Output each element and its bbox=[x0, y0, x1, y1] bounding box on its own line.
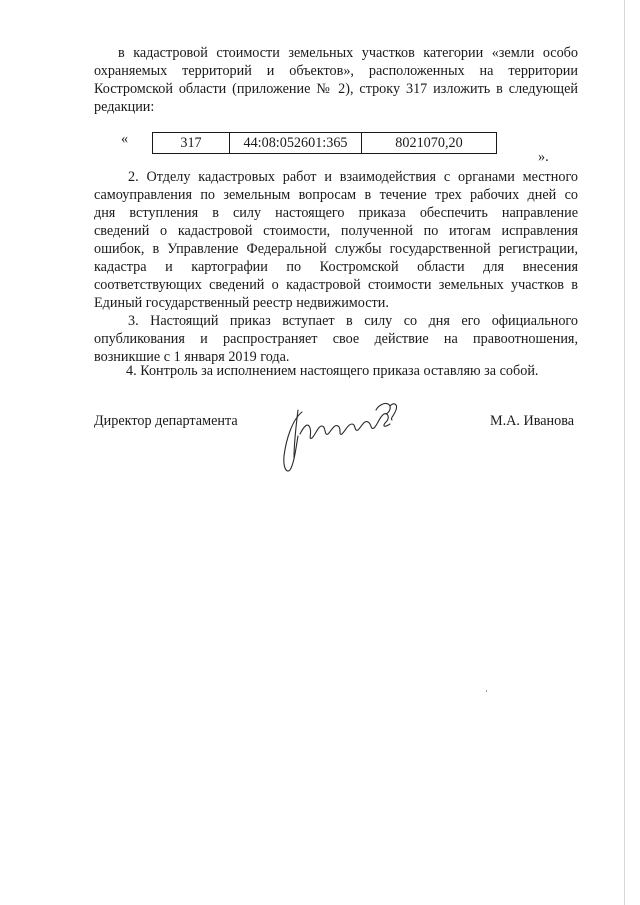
table-row bbox=[153, 133, 497, 154]
para3-line-3: возникшие с 1 января 2019 года. bbox=[94, 349, 290, 365]
intro-line-2: охраняемых территорий и объектов», расположенных на территории bbox=[94, 63, 578, 79]
scan-speck bbox=[486, 690, 487, 692]
intro-line-3: Костромской области (приложение № 2), строку 317 изложить в следующей bbox=[94, 81, 578, 97]
cadastral-table bbox=[152, 132, 497, 154]
para2-line-4: сведений о кадастровой стоимости, полученной по итогам исправления bbox=[94, 223, 578, 239]
para2-line-8: Единый государственный реестр недвижимости. bbox=[94, 295, 389, 311]
scan-edge-line bbox=[624, 0, 625, 905]
row-number-cell: 317 bbox=[153, 133, 230, 154]
quote-close-mark: ». bbox=[538, 149, 549, 165]
para2-line-6: кадастра и картографии по Костромской области для внесения bbox=[94, 259, 578, 275]
para2-line-1: 2. Отделу кадастровых работ и взаимодействия с органами местного bbox=[128, 169, 578, 185]
intro-line-1: в кадастровой стоимости земельных участков категории «земли особо bbox=[118, 45, 578, 61]
para2-line-2: самоуправления по земельным вопросам в течение трех рабочих дней со bbox=[94, 187, 578, 203]
intro-line-4: редакции: bbox=[94, 99, 155, 115]
cadastral-number-cell: 44:08:052601:365 bbox=[230, 133, 362, 154]
para2-line-7: соответствующих сведений о кадастровой стоимости земельных участков в bbox=[94, 277, 578, 293]
quote-open-mark: « bbox=[121, 131, 129, 147]
para3-line-1: 3. Настоящий приказ вступает в силу со дня его официального bbox=[128, 313, 578, 329]
para4-line-1: 4. Контроль за исполнением настоящего приказа оставляю за собой. bbox=[126, 363, 539, 379]
cadastral-value-cell: 8021070,20 bbox=[362, 133, 497, 154]
para2-line-5: ошибок, в Управление Федеральной службы государственной регистрации, bbox=[94, 241, 578, 257]
signatory-position: Директор департамента bbox=[94, 413, 238, 429]
handwritten-signature bbox=[280, 396, 405, 478]
para3-line-2: опубликования и распространяет свое действие на правоотношения, bbox=[94, 331, 578, 347]
para2-line-3: дня вступления в силу настоящего приказа обеспечить направление bbox=[94, 205, 578, 221]
signatory-name: М.А. Иванова bbox=[490, 413, 575, 429]
